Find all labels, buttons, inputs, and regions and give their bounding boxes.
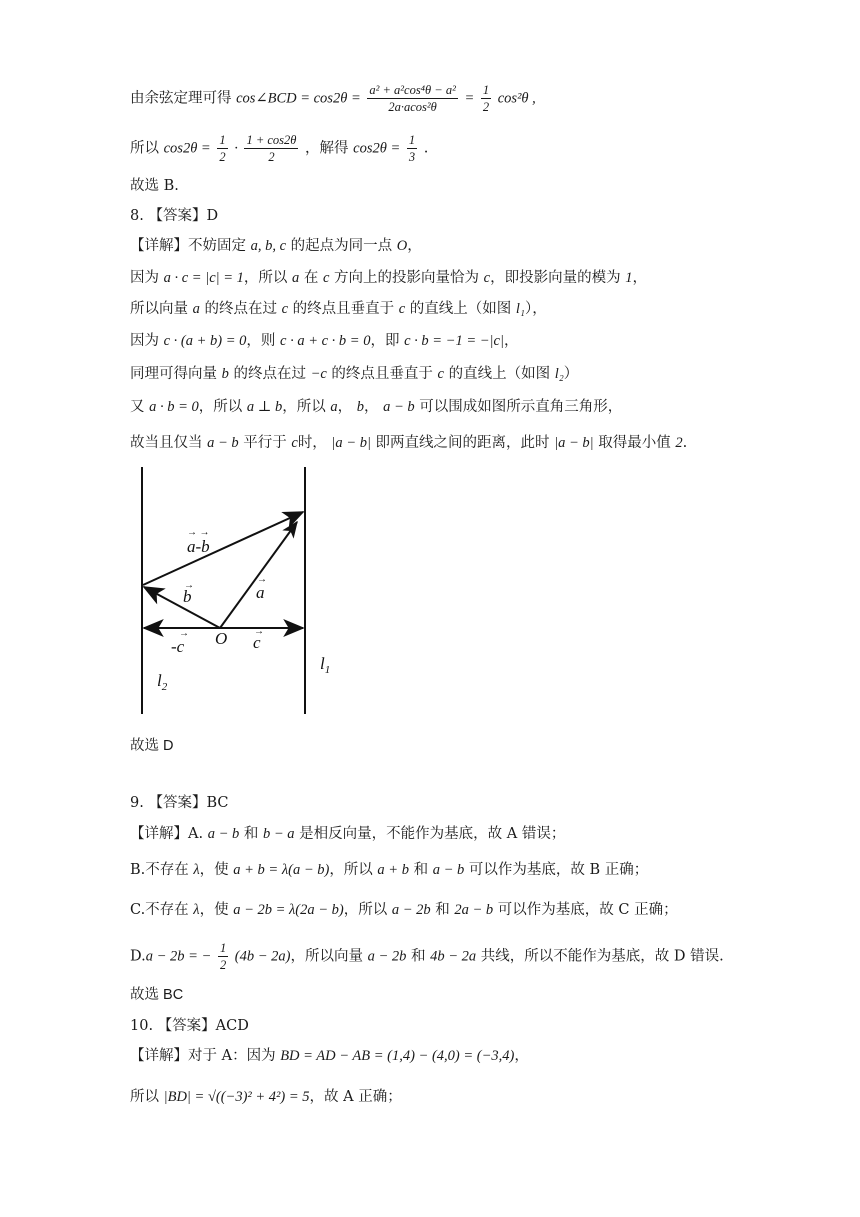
text: ，所以向量 <box>290 948 363 965</box>
label-c: c <box>253 633 261 652</box>
math: −c <box>310 366 327 382</box>
text: 故选 D <box>130 738 174 754</box>
line-cosine-law <box>130 82 536 115</box>
math: a − b <box>432 862 465 878</box>
arrow-mark: → <box>254 626 264 637</box>
text: ，解得 <box>305 140 349 157</box>
text: ，故 A 正确； <box>309 1089 402 1105</box>
arrow-mark: → <box>184 580 194 591</box>
text: 即两直线之间的距离，此时 <box>375 435 550 451</box>
text: ） <box>563 366 579 382</box>
math: a − 2b = λ(2a − b) <box>233 902 344 918</box>
text: ， <box>407 238 422 254</box>
text: ）， <box>524 301 547 317</box>
text: 9. 【答案】BC <box>130 795 229 811</box>
text: 所以 <box>130 140 159 157</box>
math: l₂ <box>554 366 564 382</box>
text: 取得最小值 <box>598 435 671 451</box>
text: 的终点且垂直于 <box>331 366 433 382</box>
text: 和 <box>411 948 426 965</box>
text: 的直线上（如图 <box>448 366 551 382</box>
text: 可以作为基底，故 C 正确； <box>497 902 678 918</box>
math: 2 <box>675 435 683 451</box>
text: C.不存在 <box>130 902 189 918</box>
fraction: $\frac{1}{3}$ <box>408 133 416 164</box>
math: a ⊥ b <box>246 399 283 415</box>
math: a − b <box>207 435 239 451</box>
math: b − a <box>262 826 295 842</box>
line-solve-cos2theta <box>130 132 428 165</box>
math: b <box>221 366 229 382</box>
text: 和 <box>435 902 450 918</box>
math: cos∠BCD = cos2θ = <box>236 90 361 107</box>
math: b <box>356 399 364 415</box>
text: 共线，所以不能作为基底，故 D 错误. <box>480 948 724 965</box>
text: B.不存在 <box>130 862 189 878</box>
math: c · b = −1 = −|c| <box>404 333 504 349</box>
math: a <box>192 301 200 317</box>
math: = <box>464 90 475 107</box>
line-8-detail-6 <box>130 397 622 417</box>
label-b: b <box>183 587 192 606</box>
arrow-mark: → <box>257 574 267 585</box>
text: ，使 <box>199 902 229 918</box>
text: ，所以 <box>198 399 243 415</box>
text: 方向上的投影向量恰为 <box>334 270 480 286</box>
math: c <box>437 366 444 382</box>
line-8-detail-3 <box>130 299 547 319</box>
line-10-detail-a2 <box>130 1087 402 1107</box>
math: a <box>292 270 300 286</box>
text: 的起点为同一点 <box>290 238 393 254</box>
arrow-mark: → → <box>187 527 210 538</box>
math: λ <box>193 862 200 878</box>
math: O <box>396 238 408 254</box>
text: ， <box>632 270 647 286</box>
math: a + b <box>377 862 409 878</box>
fraction: $\frac{1}{2}$ <box>219 941 227 972</box>
label-l1: $l_1$ <box>320 654 331 676</box>
text: 的终点在过 <box>233 366 306 382</box>
math: a − b <box>207 826 240 842</box>
fraction: $\frac{1 + \cos 2\theta}{2}$ <box>246 133 297 164</box>
text: ，使 <box>199 862 229 878</box>
line-10-detail-a1 <box>130 1046 529 1066</box>
text: 在 <box>303 270 319 286</box>
line-answer-8 <box>130 206 218 226</box>
math: c · (a + b) = 0 <box>163 333 247 349</box>
line-choose-d <box>130 736 174 756</box>
label-l2: $l_2$ <box>157 671 168 693</box>
math: a − 2b = − <box>145 948 212 965</box>
text: . <box>423 140 429 157</box>
math: (4b − 2a) <box>234 948 291 965</box>
arrow-mark: → <box>179 628 189 639</box>
math: c <box>483 270 491 286</box>
text: 可以围成如图所示直角三角形， <box>419 399 623 415</box>
math: 4b − 2a <box>430 948 477 965</box>
line-choose-bc <box>130 985 183 1005</box>
math: a + b = λ(a − b) <box>233 862 330 878</box>
label-a: a <box>256 583 265 602</box>
text: 因为 <box>130 333 159 349</box>
text: ， <box>514 1048 529 1064</box>
text: 故当且仅当 <box>130 435 203 451</box>
line-8-detail-7 <box>130 433 687 453</box>
text: ，所以 <box>343 902 388 918</box>
vector-diagram <box>135 462 345 722</box>
line-8-detail-5 <box>130 364 578 384</box>
math: c <box>322 270 330 286</box>
math: a · c = |c| = 1 <box>163 270 244 286</box>
line-choose-b <box>130 176 179 196</box>
math: a <box>330 399 338 415</box>
text: 因为 <box>130 270 159 286</box>
math: 2a − b <box>454 902 494 918</box>
math: a, b, c <box>250 238 287 254</box>
line-9-detail-d <box>130 940 724 973</box>
text: ，所以 <box>329 862 373 878</box>
text: 的终点在过 <box>204 301 277 317</box>
fraction: $\frac{\text{a² + a²cos⁴θ − a²}}{\text{2a·acos²θ}}$ <box>369 83 456 114</box>
text: ，所以 <box>282 399 326 415</box>
line-9-detail-a <box>130 824 565 844</box>
text: 平行于 <box>243 435 287 451</box>
text: 故选 B. <box>130 178 179 194</box>
math: 1 <box>625 270 633 286</box>
line-8-detail-4 <box>130 331 518 351</box>
line-answer-10 <box>130 1016 249 1036</box>
math: cos2θ = <box>353 140 401 157</box>
fraction: $\frac{1}{2}$ <box>219 133 226 164</box>
text: ，即投影向量的模为 <box>490 270 621 286</box>
math: l₁ <box>515 301 525 317</box>
text: 的终点且垂直于 <box>292 301 395 317</box>
math: |a − b| <box>331 435 371 451</box>
vector-b <box>144 587 220 628</box>
math: |BD| = √((−3)² + 4²) = 5 <box>163 1089 310 1105</box>
text: 【详解】对于 A：因为 <box>130 1048 276 1064</box>
label-O: O <box>215 629 228 648</box>
text: ， <box>337 399 353 415</box>
text: 又 <box>130 399 145 415</box>
line-answer-9 <box>130 793 228 813</box>
text: 同理可得向量 <box>130 366 217 382</box>
line-8-detail-2 <box>130 268 647 288</box>
text: ，所以 <box>243 270 288 286</box>
text: 故选 BC <box>130 987 184 1003</box>
math: a − b <box>383 399 415 415</box>
text: 【详解】A. <box>130 826 204 842</box>
text: 时， <box>297 435 327 451</box>
fraction: $\frac{1}{2}$ <box>482 83 490 114</box>
math: cos2θ = <box>163 140 211 157</box>
text: 和 <box>243 826 259 842</box>
label-a-minus-b: a-b <box>187 537 210 556</box>
math: λ <box>193 902 200 918</box>
math: c <box>398 301 406 317</box>
math: c <box>281 301 289 317</box>
text: 和 <box>413 862 429 878</box>
math: c <box>291 435 298 451</box>
text: ，即 <box>370 333 400 349</box>
line-9-detail-b <box>130 860 648 880</box>
math: · <box>234 140 238 157</box>
line-8-detail-1 <box>130 236 422 256</box>
line-9-detail-c <box>130 900 678 920</box>
text: 是相反向量，不能作为基底，故 A 错误； <box>299 826 566 842</box>
text: 所以 <box>130 1089 159 1105</box>
text: 可以作为基底，故 B 正确； <box>468 862 649 878</box>
text: ，则 <box>246 333 276 349</box>
text: D. <box>130 948 146 965</box>
math: a − 2b <box>391 902 431 918</box>
text: ， <box>364 399 379 415</box>
text: 8. 【答案】D <box>130 208 219 224</box>
math: BD = AD − AB = (1,4) − (4,0) = (−3,4) <box>280 1048 515 1064</box>
math: c · a + c · b = 0 <box>280 333 371 349</box>
text: 【详解】不妨固定 <box>130 238 246 254</box>
text: . <box>682 435 688 451</box>
vector-a-minus-b <box>143 512 303 585</box>
label-neg-c: -c <box>171 637 185 656</box>
text: 的直线上（如图 <box>409 301 512 317</box>
text: ， <box>503 333 519 349</box>
text: 所以向量 <box>130 301 188 317</box>
text: 由余弦定理可得 <box>130 90 232 107</box>
text: 10. 【答案】ACD <box>130 1018 249 1034</box>
math: cos²θ , <box>497 90 536 107</box>
math: a − 2b <box>367 948 407 965</box>
math: a · b = 0 <box>149 399 199 415</box>
math: |a − b| <box>554 435 594 451</box>
